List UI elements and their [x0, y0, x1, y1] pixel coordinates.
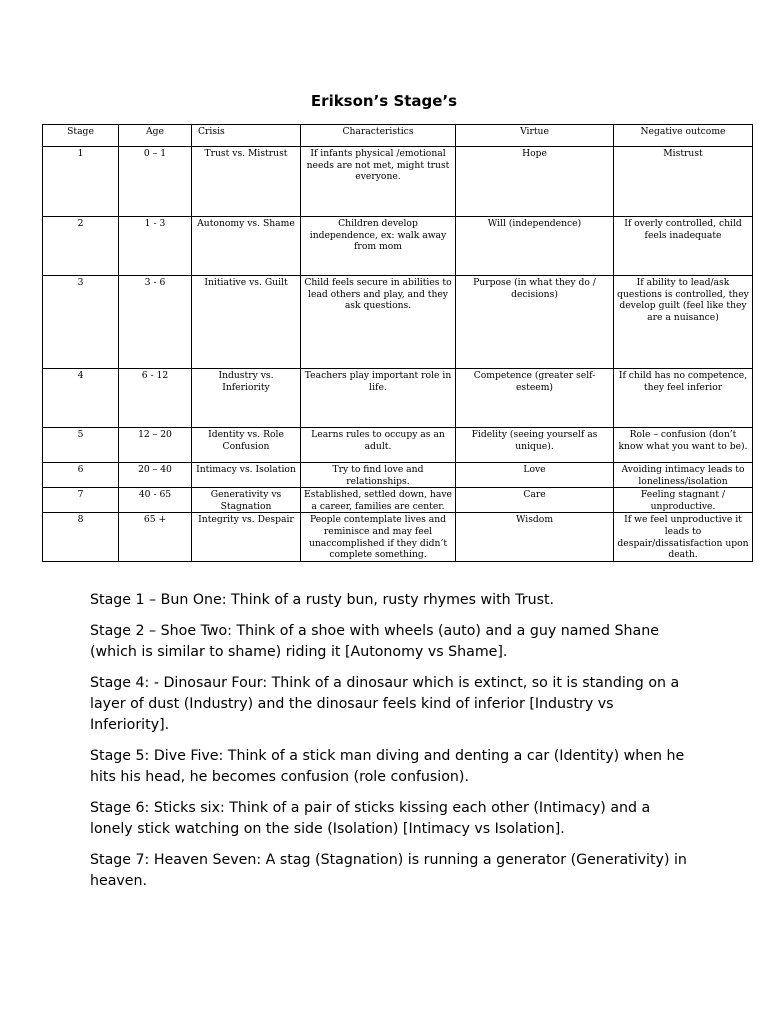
mnemonic-paragraph: Stage 5: Dive Five: Think of a stick man diving and denting a car (Identity) when he hits his head, he becomes confusion (role confusion).: [90, 748, 685, 785]
cell-crisis: Generativity vs Stagnation: [192, 488, 301, 513]
cell-negative-outcome: If we feel unproductive it leads to despair/dissatisfaction upon death.: [614, 513, 753, 562]
cell-crisis: Trust vs. Mistrust: [192, 147, 301, 217]
erikson-stages-table: [42, 124, 753, 562]
header-stage: Stage: [43, 125, 119, 147]
cell-stage: 1: [43, 147, 119, 217]
mnemonic-paragraph: Stage 4: - Dinosaur Four: Think of a dinosaur which is extinct, so it is standing on a layer of dust (Industry) and the dinosaur feels kind of inferior [Industry vs Inferiority].: [90, 675, 680, 733]
header-age: Age: [119, 125, 192, 147]
cell-virtue: Wisdom: [456, 513, 614, 562]
cell-characteristics: If infants physical /emotional needs are not met, might trust everyone.: [301, 147, 456, 217]
cell-virtue: Love: [456, 463, 614, 488]
cell-age: 0 – 1: [119, 147, 192, 217]
cell-virtue: Will (independence): [456, 217, 614, 276]
cell-age: 6 - 12: [119, 369, 192, 428]
cell-characteristics: Established, settled down, have a career, families are center.: [301, 488, 456, 513]
cell-age: 1 - 3: [119, 217, 192, 276]
cell-negative-outcome: If child has no competence, they feel inferior: [614, 369, 753, 428]
mnemonic-paragraph: Stage 6: Sticks six: Think of a pair of sticks kissing each other (Intimacy) and a lonely stick watching on the side (Isolation) [Intimacy vs Isolation].: [90, 800, 651, 837]
table-row: [43, 369, 753, 428]
table-row: [43, 147, 753, 217]
cell-age: 65 +: [119, 513, 192, 562]
table-header-row: [43, 125, 753, 147]
header-crisis: Crisis: [192, 125, 301, 147]
cell-age: 3 - 6: [119, 276, 192, 369]
cell-stage: 2: [43, 217, 119, 276]
cell-negative-outcome: Mistrust: [614, 147, 753, 217]
page-title: Erikson’s Stage’s: [310, 92, 458, 110]
cell-virtue: Care: [456, 488, 614, 513]
cell-crisis: Integrity vs. Despair: [192, 513, 301, 562]
mnemonic-paragraph: Stage 7: Heaven Seven: A stag (Stagnation) is running a generator (Generativity) in heaven.: [90, 852, 687, 889]
cell-characteristics: People contemplate lives and reminisce and may feel unaccomplished if they didn’t complete something.: [301, 513, 456, 562]
cell-stage: 3: [43, 276, 119, 369]
mnemonic-notes: [90, 590, 690, 902]
cell-crisis: Identity vs. Role Confusion: [192, 428, 301, 463]
cell-age: 12 – 20: [119, 428, 192, 463]
mnemonic-paragraph: Stage 2 – Shoe Two: Think of a shoe with wheels (auto) and a guy named Shane (which is similar to shame) riding it [Autonomy vs Shame].: [90, 623, 659, 660]
cell-virtue: Hope: [456, 147, 614, 217]
cell-crisis: Autonomy vs. Shame: [192, 217, 301, 276]
cell-crisis: Industry vs. Inferiority: [192, 369, 301, 428]
cell-stage: 8: [43, 513, 119, 562]
cell-negative-outcome: Avoiding intimacy leads to loneliness/isolation: [614, 463, 753, 488]
cell-age: 20 – 40: [119, 463, 192, 488]
table-row: [43, 463, 753, 488]
cell-characteristics: Child feels secure in abilities to lead others and play, and they ask questions.: [301, 276, 456, 369]
header-virtue: Virtue: [456, 125, 614, 147]
header-negative-outcome: Negative outcome: [614, 125, 753, 147]
mnemonic-paragraph: Stage 1 – Bun One: Think of a rusty bun, rusty rhymes with Trust.: [90, 592, 555, 608]
cell-stage: 6: [43, 463, 119, 488]
table-row: [43, 488, 753, 513]
cell-characteristics: Try to find love and relationships.: [301, 463, 456, 488]
cell-stage: 7: [43, 488, 119, 513]
table-row: [43, 217, 753, 276]
cell-negative-outcome: If overly controlled, child feels inadequate: [614, 217, 753, 276]
table-row: [43, 276, 753, 369]
cell-virtue: Competence (greater self-esteem): [456, 369, 614, 428]
cell-stage: 5: [43, 428, 119, 463]
cell-stage: 4: [43, 369, 119, 428]
cell-characteristics: Teachers play important role in life.: [301, 369, 456, 428]
header-characteristics: Characteristics: [301, 125, 456, 147]
cell-crisis: Initiative vs. Guilt: [192, 276, 301, 369]
table-row: [43, 513, 753, 562]
table-row: [43, 428, 753, 463]
cell-virtue: Purpose (in what they do / decisions): [456, 276, 614, 369]
cell-crisis: Intimacy vs. Isolation: [192, 463, 301, 488]
cell-negative-outcome: Feeling stagnant / unproductive.: [614, 488, 753, 513]
cell-age: 40 - 65: [119, 488, 192, 513]
cell-negative-outcome: Role – confusion (don’t know what you want to be).: [614, 428, 753, 463]
cell-characteristics: Learns rules to occupy as an adult.: [301, 428, 456, 463]
cell-virtue: Fidelity (seeing yourself as unique).: [456, 428, 614, 463]
cell-characteristics: Children develop independence, ex: walk away from mom: [301, 217, 456, 276]
cell-negative-outcome: If ability to lead/ask questions is controlled, they develop guilt (feel like they are a nuisance): [614, 276, 753, 369]
